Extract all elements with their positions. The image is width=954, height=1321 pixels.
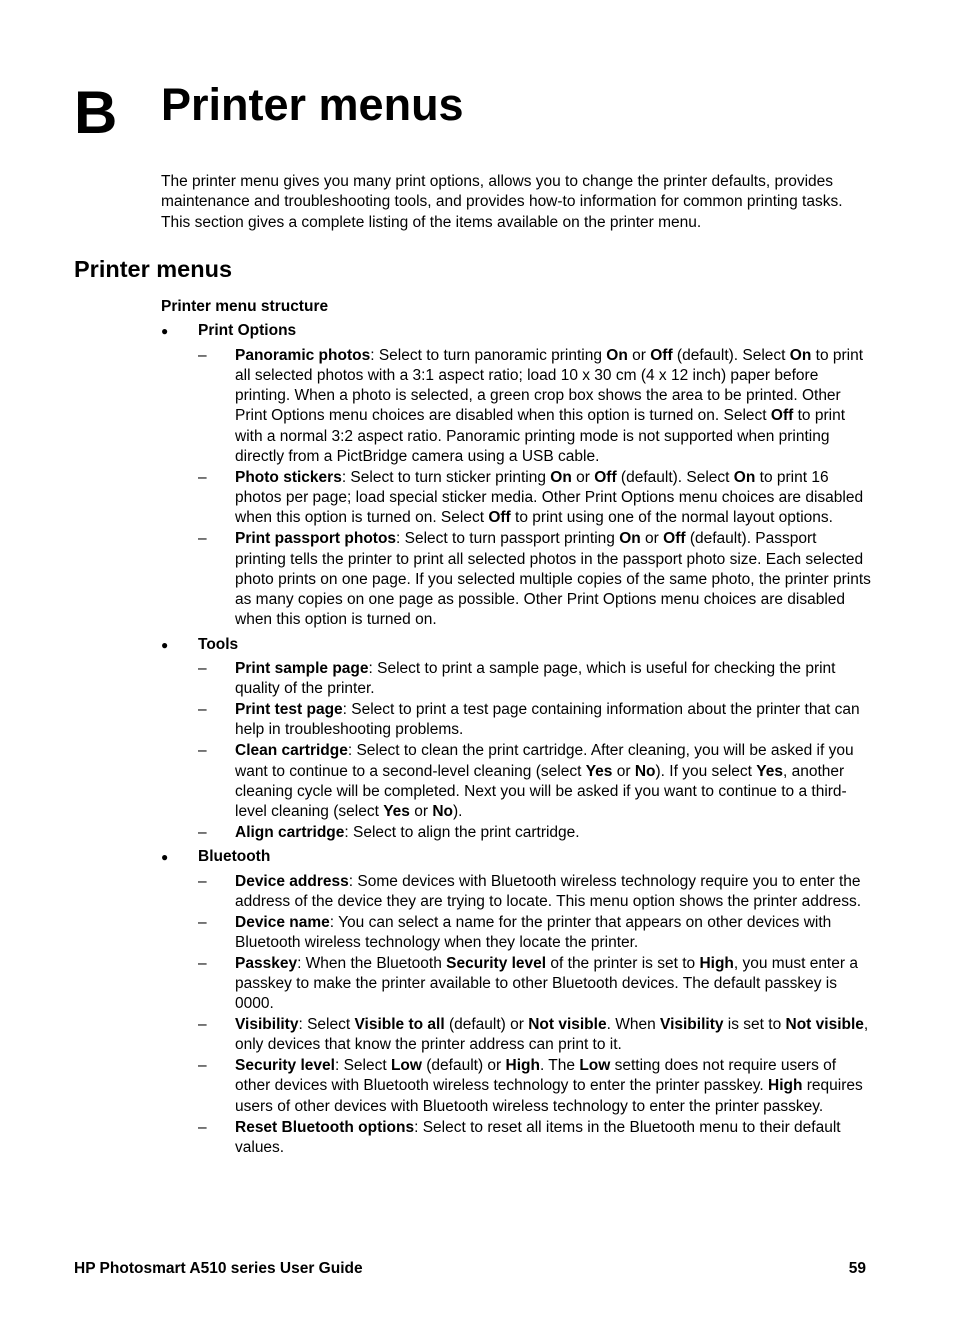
- dash-icon: –: [198, 872, 207, 890]
- menu-item-text: ).: [453, 803, 463, 821]
- menu-item-text: (default). Select: [616, 468, 734, 486]
- menu-item-text: requires users of other devices with Bluetooth wireless technology to enter the printer passkey.: [235, 1077, 863, 1115]
- menu-item-term: Visibility: [660, 1016, 724, 1034]
- menu-item-text: : You can select a name for the printer that appears on other devices with Bluetooth wireless technology when they locate the printer.: [235, 913, 832, 951]
- menu-item-text: to print using one of the normal layout options.: [510, 509, 833, 527]
- menu-item-text: : Some devices with Bluetooth wireless technology require you to enter the address of the device they are trying to locate. This menu option shows the printer address.: [235, 872, 862, 910]
- menu-item-term: Off: [650, 346, 673, 364]
- menu-item-text: ). If you select: [655, 762, 757, 780]
- menu-item-term: No: [634, 762, 656, 780]
- intro-paragraph: The printer menu gives you many print options, allows you to change the printer defaults, provides maintenance and troubleshooting tools, and provides how-to information for common printing tasks. This section gives a complete listing of the items available on the printer menu.: [161, 173, 843, 231]
- menu-item-term: Security level: [235, 1057, 335, 1075]
- menu-group: [161, 847, 871, 1158]
- menu-item-text: : Select to clean the print cartridge. After cleaning, you will be asked if you want to continue to a second-level cleaning (select: [235, 742, 854, 780]
- menu-item-text: , another cleaning cycle will be completed. Next you will be asked if you want to continue to a third-level cleaning (select: [235, 762, 847, 821]
- menu-item: [198, 468, 871, 529]
- menu-item-text: (default). Passport printing tells the printer to print all selected photos in the passport photo size. Each selected photo prints on one page. If you selected multiple copies of the same photo, the printer prints as many copies on one page as possible. Other Print Options menu choices are disabled when this option is turned on.: [235, 530, 871, 629]
- menu-structure-subheading: Printer menu structure: [161, 298, 329, 315]
- dash-icon: –: [198, 823, 207, 841]
- menu-item-term: Off: [488, 509, 511, 527]
- menu-item-text: : Select to print a sample page, which is useful for checking the print quality of the printer.: [235, 660, 836, 698]
- menu-item-text: (default) or: [444, 1016, 529, 1034]
- menu-item-text: or: [640, 530, 664, 548]
- menu-item-term: Yes: [383, 803, 410, 821]
- dash-icon: –: [198, 1057, 207, 1075]
- menu-item-text: or: [627, 346, 651, 364]
- dash-icon: –: [198, 1118, 207, 1136]
- menu-item-text: , only devices that know the printer address can print to it.: [235, 1016, 869, 1054]
- menu-item-term: On: [789, 346, 812, 364]
- menu-group-list: [161, 321, 871, 1158]
- menu-item-text: : When the Bluetooth: [297, 954, 447, 972]
- menu-item-text: : Select to turn passport printing: [396, 530, 620, 548]
- menu-item-text: , you must enter a passkey to make the printer available to other Bluetooth devices. The default passkey is 0000.: [235, 954, 858, 1013]
- menu-item-term: Security level: [446, 954, 547, 972]
- menu-item-text: : Select to align the print cartridge.: [344, 823, 580, 841]
- menu-item-text: . The: [539, 1057, 580, 1075]
- menu-item-text: : Select to turn sticker printing: [341, 468, 551, 486]
- menu-group: [161, 635, 871, 843]
- menu-item: [198, 659, 871, 700]
- menu-item: [198, 529, 871, 630]
- menu-structure: [161, 297, 871, 1162]
- menu-item-text: : Select to print a test page containing information about the printer that can help in troubleshooting problems.: [235, 701, 860, 739]
- menu-item-text: or: [612, 762, 635, 780]
- menu-item-text: of the printer is set to: [546, 954, 700, 972]
- menu-item-term: Visibility: [235, 1016, 299, 1034]
- menu-item-term: Panoramic photos: [235, 346, 371, 364]
- menu-item-text: setting does not require users of other devices with Bluetooth wireless technology to enter the printer passkey.: [235, 1057, 837, 1095]
- menu-item: [198, 741, 871, 822]
- menu-item-term: Reset Bluetooth options: [235, 1118, 415, 1136]
- menu-item-term: Yes: [756, 762, 784, 780]
- menu-item-text: to print all selected photos with a 3:1 aspect ratio; load 10 x 30 cm (4 x 12 inch) paper before printing. When a photo is selected, a green crop box shows the area to be printed. Other Print Options menu choices are disabled when this option is turned on. Select: [235, 346, 864, 425]
- menu-item-term: Device name: [235, 913, 330, 931]
- menu-item: [198, 823, 871, 843]
- dash-icon: –: [198, 346, 207, 364]
- menu-item-term: On: [550, 468, 572, 486]
- menu-item-text: : Select: [298, 1016, 355, 1034]
- menu-group-label: Print Options: [198, 322, 297, 340]
- menu-item-text: : Select to turn panoramic printing: [370, 346, 607, 364]
- bullet-icon: ●: [161, 637, 169, 652]
- menu-item-term: High: [699, 954, 734, 972]
- menu-item-term: Off: [594, 468, 617, 486]
- menu-item: [198, 1056, 871, 1117]
- menu-item-term: Photo stickers: [235, 468, 342, 486]
- menu-item: [198, 700, 871, 741]
- menu-item-text: is set to: [723, 1016, 786, 1034]
- footer-guide-title: HP Photosmart A510 series User Guide: [74, 1260, 363, 1277]
- menu-item-text: . When: [606, 1016, 661, 1034]
- menu-item-term: Align cartridge: [235, 823, 345, 841]
- menu-item: [198, 954, 871, 1015]
- menu-item-term: High: [768, 1077, 803, 1095]
- menu-group-label: Tools: [198, 635, 239, 653]
- menu-item: [198, 913, 871, 954]
- menu-item-term: Not visible: [528, 1016, 607, 1034]
- dash-icon: –: [198, 742, 207, 760]
- footer-page-number: 59: [848, 1260, 866, 1277]
- menu-item-term: Device address: [235, 872, 349, 890]
- chapter-letter: B: [74, 79, 118, 146]
- menu-item-term: On: [619, 530, 641, 548]
- menu-item-term: Not visible: [785, 1016, 864, 1034]
- menu-item-text: (default) or: [421, 1057, 506, 1075]
- menu-item-term: Clean cartridge: [235, 742, 348, 760]
- menu-item-term: Off: [663, 530, 686, 548]
- chapter-title: Printer menus: [161, 79, 464, 130]
- menu-item-list: [198, 659, 871, 843]
- menu-item-term: Passkey: [235, 954, 298, 972]
- menu-item-term: No: [432, 803, 454, 821]
- section-heading: Printer menus: [74, 256, 233, 282]
- menu-item-text: : Select: [334, 1057, 391, 1075]
- dash-icon: –: [198, 701, 207, 719]
- dash-icon: –: [198, 913, 207, 931]
- menu-item-term: Print test page: [235, 701, 343, 719]
- menu-item-text: or: [571, 468, 595, 486]
- dash-icon: –: [198, 468, 207, 486]
- menu-group-label: Bluetooth: [198, 848, 271, 866]
- dash-icon: –: [198, 660, 207, 678]
- bullet-icon: ●: [161, 850, 169, 865]
- menu-group: [161, 321, 871, 630]
- menu-item-term: Print sample page: [235, 660, 369, 678]
- dash-icon: –: [198, 1016, 207, 1034]
- menu-item-list: [198, 346, 871, 631]
- menu-item-term: Low: [390, 1057, 422, 1075]
- menu-item-text: to print with a normal 3:2 aspect ratio. Panoramic printing mode is not supported when printing directly from a PictBridge camera using a USB cable.: [235, 407, 846, 466]
- menu-item-text: or: [409, 803, 433, 821]
- menu-item-term: Visible to all: [354, 1016, 445, 1034]
- menu-item-term: On: [733, 468, 756, 486]
- menu-item-term: Off: [770, 407, 794, 425]
- menu-item: [198, 872, 871, 913]
- menu-item-text: : Select to reset all items in the Bluetooth menu to their default values.: [235, 1118, 841, 1156]
- dash-icon: –: [198, 530, 207, 548]
- menu-item: [198, 1015, 871, 1056]
- menu-item: [198, 1118, 871, 1159]
- menu-item-term: Yes: [585, 762, 613, 780]
- menu-item: [198, 346, 871, 468]
- menu-item-term: Low: [579, 1057, 611, 1075]
- menu-item-text: (default). Select: [672, 346, 790, 364]
- menu-item-term: Print passport photos: [235, 530, 397, 548]
- bullet-icon: ●: [161, 324, 169, 339]
- dash-icon: –: [198, 954, 207, 972]
- menu-item-text: to print 16 photos per page; load special sticker media. Other Print Options menu choices are disabled when this option is turned on. Select: [235, 468, 864, 527]
- menu-item-list: [198, 872, 871, 1159]
- menu-item-term: High: [505, 1057, 540, 1075]
- menu-item-term: On: [606, 346, 628, 364]
